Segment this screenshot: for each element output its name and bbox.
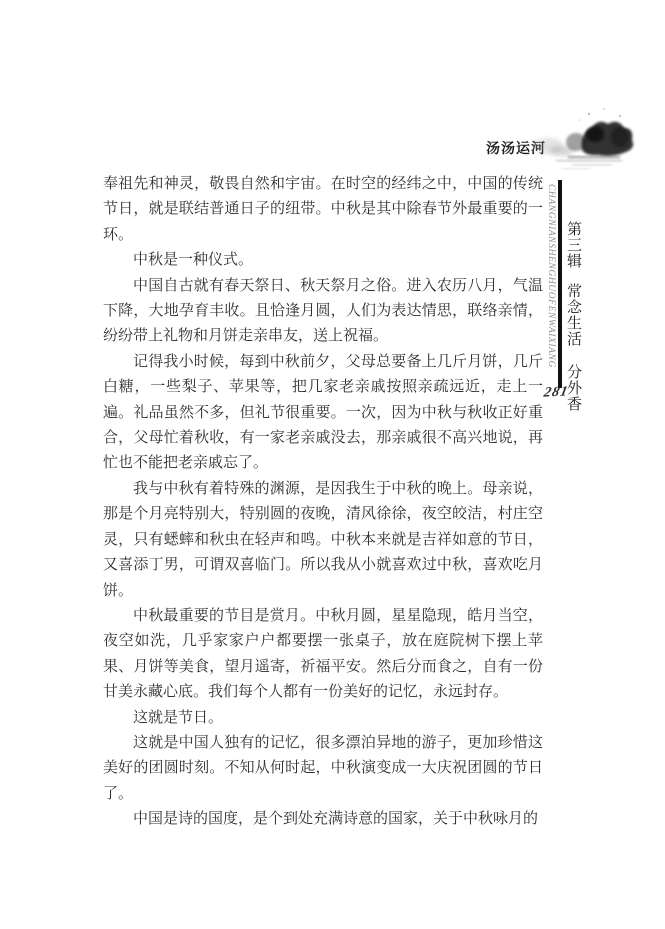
paragraph: 中秋是一种仪式。 [133, 252, 254, 269]
body-text [103, 172, 543, 833]
paragraph: 记得我小时候，每到中秋前夕，父母总要备上几斤月饼，几斤白糖，一些梨子、苹果等，把几家老亲戚按照亲疏远近，走上一遍。礼品虽然不多，但礼节很重要。一次，因为中秋与秋收正好重合，父母忙着秋收，有一家老亲戚没去，那亲戚很不高兴地说，再忙也不能把老亲戚忘了。 [103, 353, 543, 472]
chapter-divider-bar [558, 180, 562, 388]
paragraph: 我与中秋有着特殊的渊源，是因我生于中秋的晚上。母亲说，那是个月亮特别大，特别圆的夜晚，清风徐徐，夜空皎洁，村庄空灵，只有蟋蟀和秋虫在轻声和鸣。中秋本来就是吉祥如意的节日，又喜添丁男，可谓双喜临门。所以我从小就喜欢过中秋，喜欢吃月饼。 [103, 480, 543, 599]
paragraph: 中秋最重要的节目是赏月。中秋月圆，星星隐现，皓月当空，夜空如洗，几乎家家户户都要摆一张桌子，放在庭院树下摆上苹果、月饼等美食，望月遥寄，祈福平安。然后分而食之，自有一份甘美永藏心底。我们每个人都有一份美好的记忆，永远封存。 [103, 607, 543, 701]
section-title: 常念生活 分外香 [565, 283, 581, 412]
paragraph: 奉祖先和神灵，敬畏自然和宇宙。在时空的经纬之中，中国的传统节日，就是联结普通日子的纽带。中秋是其中除春节外最重要的一环。 [103, 176, 543, 243]
paragraph: 这就是节日。 [133, 709, 224, 726]
chapter-title-romanized: CHANGNIANSHENGHUOFENWAIXIANG [546, 184, 556, 368]
page-number: 281 [542, 384, 570, 401]
paragraph: 这就是中国人独有的记忆，很多漂泊异地的游子，更加珍惜这美好的团圆时刻。不知从何时起，中秋演变成一大庆祝团圆的节日了。 [103, 734, 543, 802]
section-label: 第三辑 [565, 221, 581, 269]
chapter-title-vertical [563, 221, 584, 411]
paragraph: 中国自古就有春天祭日、秋天祭月之俗。进入农历八月，气温下降，大地孕育丰收。且恰逢月圆，人们为表达情思，联络亲情，纷纷带上礼物和月饼走亲串友，送上祝福。 [103, 277, 543, 345]
running-title: 汤汤运河 [486, 140, 546, 156]
ink-painting-icon [532, 104, 664, 180]
paragraph: 中国是诗的国度，是个到处充满诗意的国家，关于中秋咏月的 [133, 811, 539, 828]
